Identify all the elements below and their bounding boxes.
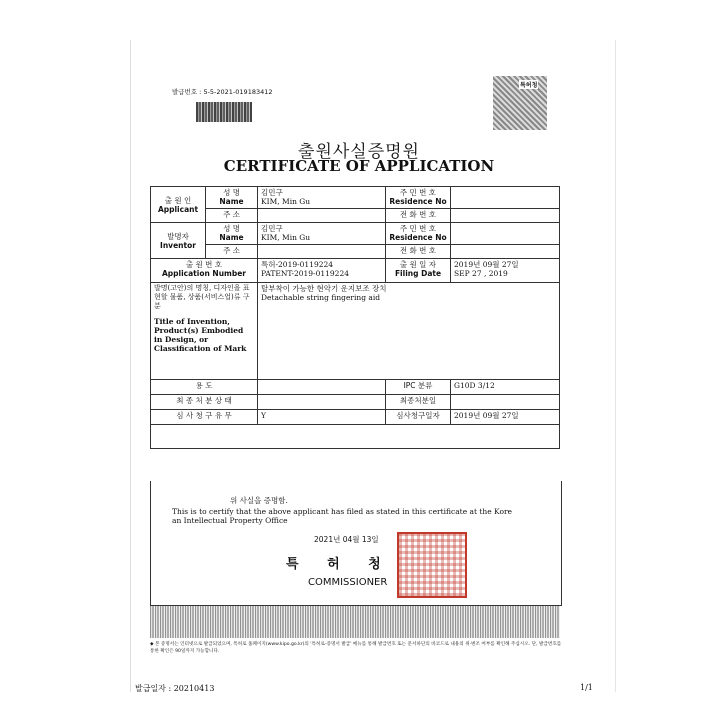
applicant-residence-label-en: Residence No [389,197,447,206]
title-of-invention-label-ko: 발명(고안)의 명칭, 디자인을 표현할 물품, 상품(서비스업)류 구분 [154,284,250,310]
verification-notice: ◆ 본 증명서는 인터넷으로 발급되었으며, 특허로 홈페이지(www.kipo.go.kr)의 '특허로-증명서 발급' 메뉴를 통해 발급번호 또는 문서하단의 바코드로 내용의 위·변조 여부를 확인해 주십시오. 단, 발급번호를 통한 확인은 90일까지 가능합니다. [150,642,562,654]
applicant-name-label-ko: 성 명 [223,188,240,197]
applicant-phone-value [451,209,560,223]
filing-date-en: SEP 27 , 2019 [454,269,508,278]
applicant-address-value [258,209,386,223]
exam-request-value: Y [258,410,386,425]
use-value [258,380,386,395]
inventor-name-value [258,223,386,245]
final-date-value [451,395,560,410]
applicant-name-ko: 김민구 [261,188,283,197]
applicant-phone-label: 전 화 번 호 [386,209,451,223]
applicant-label-en: Applicant [157,204,199,214]
applicant-name-label-en: Name [219,197,244,206]
applicant-address-label: 주 소 [206,209,258,223]
issue-number: 발급번호 : 5-5-2021-019183412 [172,88,273,96]
title-korean: 출원사실증명원 [298,142,420,162]
exam-date-label: 심사청구일자 [386,410,451,425]
application-number-value [258,259,386,283]
inventor-name-en: KIM, Min Gu [261,233,311,242]
inventor-phone-value [451,245,560,259]
application-number-label-ko: 출 원 번 호 [185,260,223,269]
filing-date-ko: 2019년 09월 27일 [454,260,519,269]
title-of-invention-en: Detachable string fingering aid [261,293,381,302]
inventor-residence-label [386,223,451,245]
applicant-name-value [258,187,386,209]
inventor-phone-label: 전 화 번 호 [386,245,451,259]
applicant-residence-label-ko: 주 민 번 호 [399,188,437,197]
inventor-label-ko: 발명자 [167,231,189,241]
blank-row [151,425,560,449]
filing-date-label [386,259,451,283]
certificate-table [150,186,560,449]
certify-text-ko: 위 사실을 증명함. [230,496,288,505]
inventor-residence-value [451,223,560,245]
exam-date-value: 2019년 09월 27일 [451,410,560,425]
inventor-name-label [206,223,258,245]
filing-date-label-ko: 출 원 일 자 [399,260,437,269]
application-number-en: PATENT-2019-0119224 [261,269,349,278]
final-date-label: 최종처분일 [386,395,451,410]
use-label: 용 도 [151,380,258,395]
issue-date: 발급일자 : 20210413 [135,684,215,693]
page-number: 1/1 [580,683,593,692]
filing-date-label-en: Filing Date [394,269,442,278]
final-status-label: 최 종 처 분 상 태 [151,395,258,410]
title-of-invention-ko: 탈부착이 가능한 현악기 운지보조 장치 [261,284,387,293]
certification-date: 2021년 04월 13일 [314,535,379,544]
applicant-residence-value [451,187,560,209]
certify-text-en: This is to certify that the above applicant has filed as stated in this certificate at the Kore an Intellectual Property Office [172,507,512,525]
applicant-section [151,187,206,223]
application-number-label-en: Application Number [161,269,247,278]
inventor-name-ko: 김민구 [261,224,283,233]
ipc-value: G10D 3/12 [451,380,560,395]
inventor-label-en: Inventor [160,240,196,250]
applicant-name-en: KIM, Min Gu [261,197,311,206]
inventor-address-value [258,245,386,259]
inventor-name-label-en: Name [219,233,244,242]
security-barcode [150,606,560,638]
applicant-name-label [206,187,258,209]
issue-barcode [196,102,252,122]
inventor-residence-label-en: Residence No [389,233,447,242]
agency-label: 특허청 [520,82,538,89]
office-name: 특 허 청 [286,557,393,572]
final-status-value [258,395,386,410]
inventor-residence-label-ko: 주 민 번 호 [399,224,437,233]
inventor-section [151,223,206,259]
ipc-label: IPC 분류 [386,380,451,395]
inventor-address-label: 주 소 [206,245,258,259]
title-of-invention-label [151,283,258,380]
official-seal-icon [397,532,467,598]
application-number-ko: 특허-2019-0119224 [261,260,334,269]
title-of-invention-label-en: Title of Invention, Product(s) Embodied in Design, or Classification of Mark [154,317,247,353]
applicant-label-ko: 출 원 인 [164,195,192,205]
commissioner-label: COMMISSIONER [308,577,388,588]
filing-date-value [451,259,560,283]
applicant-residence-label [386,187,451,209]
title-english: CERTIFICATE OF APPLICATION [223,157,495,175]
application-number-label [151,259,258,283]
inventor-name-label-ko: 성 명 [223,224,240,233]
title-of-invention-value [258,283,560,380]
exam-request-label: 심 사 청 구 유 무 [151,410,258,425]
